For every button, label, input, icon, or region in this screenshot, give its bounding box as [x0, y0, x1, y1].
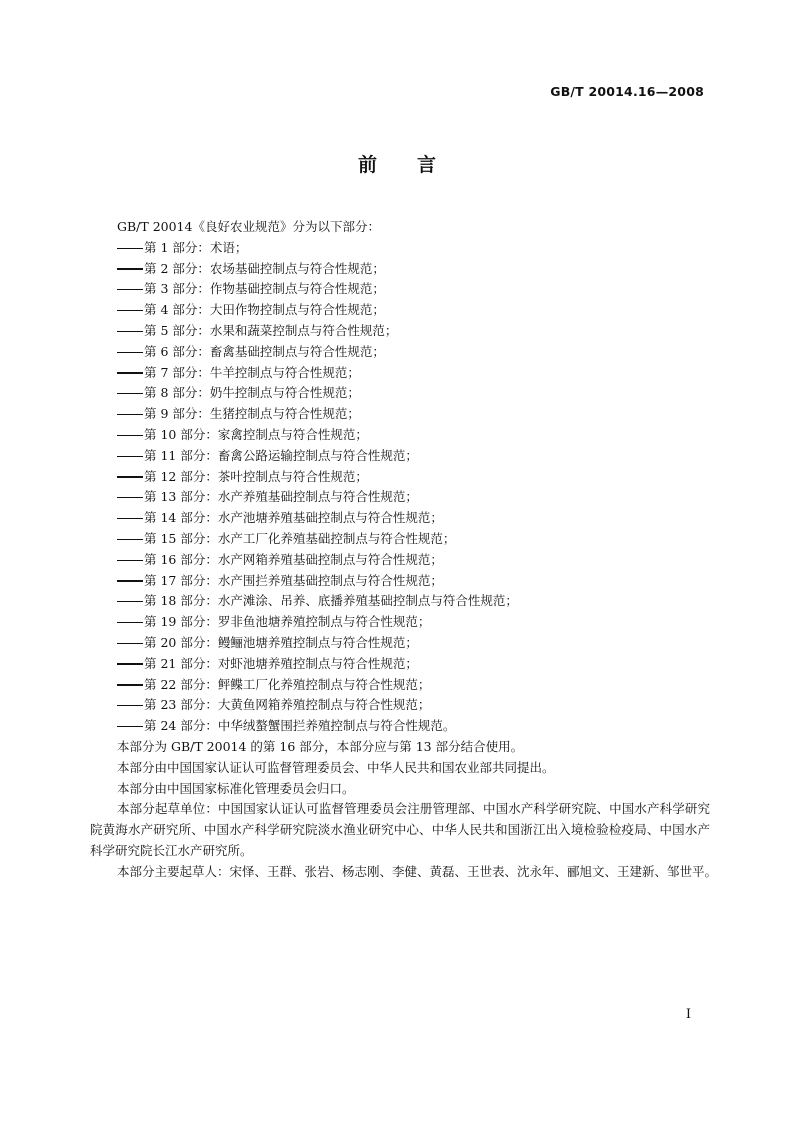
part-list-text: 第 24 部分：中华绒螯蟹围拦养殖控制点与符合性规范。: [144, 718, 456, 734]
page-number: I: [685, 1007, 691, 1022]
part-list-item: [90, 342, 710, 363]
page-title: 前言: [357, 154, 476, 176]
parts-list: [90, 238, 710, 737]
relation-paragraph: 本部分为 GB/T 20014 的第 16 部分，本部分应与第 13 部分结合使用。: [117, 738, 524, 754]
part-list-item: [90, 425, 710, 446]
part-list-text: 第 14 部分：水产池塘养殖基础控制点与符合性规范；: [144, 510, 443, 526]
part-list-item: [90, 716, 710, 737]
part-list-item: [90, 675, 710, 696]
part-list-text: 第 10 部分：家禽控制点与符合性规范；: [144, 426, 368, 442]
part-list-text: 第 1 部分：术语；: [144, 239, 248, 255]
part-list-item: [90, 279, 710, 300]
em-dash-marker: [117, 248, 143, 249]
em-dash-marker: [117, 268, 143, 269]
part-list-text: 第 8 部分：奶牛控制点与符合性规范；: [144, 385, 360, 401]
part-list-text: 第 16 部分：水产网箱养殖基础控制点与符合性规范；: [144, 551, 443, 567]
em-dash-marker: [117, 372, 143, 373]
part-list-text: 第 12 部分：茶叶控制点与符合性规范；: [144, 468, 368, 484]
part-list-item: [90, 529, 710, 550]
drafting-units-paragraph: 本部分起草单位：中国国家认证认可监督管理委员会注册管理部、中国水产科学研究院、中国水产科学研究院黄海水产研究所、中国水产科学研究院淡水渔业研究中心、中华人民共和国浙江出入境检验检疫局、中国水产科学研究院长江水产研究所。: [90, 801, 710, 858]
part-list-item: [90, 633, 710, 654]
part-list-text: 第 6 部分：畜禽基础控制点与符合性规范；: [144, 343, 385, 359]
em-dash-marker: [117, 705, 143, 706]
part-list-item: [90, 550, 710, 571]
intro-paragraph: GB/T 20014《良好农业规范》分为以下部分：: [117, 219, 380, 234]
em-dash-marker: [117, 580, 143, 581]
part-list-text: 第 18 部分：水产滩涂、吊养、底播养殖基础控制点与符合性规范；: [144, 593, 518, 609]
part-list-text: 第 15 部分：水产工厂化养殖基础控制点与符合性规范；: [144, 530, 456, 546]
part-list-text: 第 23 部分：大黄鱼网箱养殖控制点与符合性规范；: [144, 697, 431, 713]
centralized-paragraph: 本部分由中国国家标准化管理委员会归口。: [117, 780, 355, 796]
part-list-text: 第 21 部分：对虾池塘养殖控制点与符合性规范；: [144, 655, 418, 671]
part-list-text: 第 2 部分：农场基础控制点与符合性规范；: [144, 260, 385, 276]
part-list-text: 第 17 部分：水产围拦养殖基础控制点与符合性规范；: [144, 572, 443, 588]
part-list-item: [90, 238, 710, 259]
part-list-item: [90, 259, 710, 280]
part-list-text: 第 13 部分：水产养殖基础控制点与符合性规范；: [144, 489, 418, 505]
part-list-item: [90, 300, 710, 321]
part-list-text: 第 9 部分：生猪控制点与符合性规范；: [144, 406, 360, 422]
standard-code: GB/T 20014.16—2008: [550, 84, 704, 99]
part-list-text: 第 3 部分：作物基础控制点与符合性规范；: [144, 281, 385, 297]
part-list-item: [90, 508, 710, 529]
part-list-item: [90, 467, 710, 488]
part-list-text: 第 11 部分：畜禽公路运输控制点与符合性规范；: [144, 447, 418, 463]
drafters-paragraph: 本部分主要起草人：宋怿、王群、张岩、杨志刚、李健、黄磊、王世表、沈永年、郦旭文、王建新、邹世平。: [117, 863, 718, 879]
proposed-paragraph: 本部分由中国国家认证认可监督管理委员会、中华人民共和国农业部共同提出。: [117, 759, 555, 775]
part-list-item: [90, 363, 710, 384]
part-list-text: 第 7 部分：牛羊控制点与符合性规范；: [144, 364, 360, 380]
part-list-text: 第 20 部分：鳗鲡池塘养殖控制点与符合性规范；: [144, 634, 418, 650]
em-dash-marker: [117, 684, 143, 685]
part-list-item: [90, 446, 710, 467]
em-dash-marker: [117, 539, 143, 540]
part-list-text: 第 22 部分：鲆鲽工厂化养殖控制点与符合性规范；: [144, 676, 431, 692]
em-dash-marker: [117, 476, 143, 477]
part-list-item: [90, 571, 710, 592]
em-dash-marker: [117, 497, 143, 498]
em-dash-marker: [117, 601, 143, 602]
em-dash-marker: [117, 456, 143, 457]
part-list-item: [90, 487, 710, 508]
em-dash-marker: [117, 393, 143, 394]
part-list-text: 第 19 部分：罗非鱼池塘养殖控制点与符合性规范；: [144, 614, 431, 630]
em-dash-marker: [117, 289, 143, 290]
em-dash-marker: [117, 560, 143, 561]
part-list-item: [90, 404, 710, 425]
em-dash-marker: [117, 331, 143, 332]
part-list-text: 第 5 部分：水果和蔬菜控制点与符合性规范；: [144, 322, 398, 338]
part-list-item: [90, 695, 710, 716]
part-list-item: [90, 591, 710, 612]
part-list-text: 第 4 部分：大田作物控制点与符合性规范；: [144, 302, 385, 318]
part-list-item: [90, 321, 710, 342]
document-body: [90, 217, 718, 883]
em-dash-marker: [117, 414, 143, 415]
em-dash-marker: [117, 726, 143, 727]
em-dash-marker: [117, 663, 143, 664]
em-dash-marker: [117, 643, 143, 644]
part-list-item: [90, 383, 710, 404]
em-dash-marker: [117, 622, 143, 623]
em-dash-marker: [117, 310, 143, 311]
em-dash-marker: [117, 352, 143, 353]
part-list-item: [90, 654, 710, 675]
em-dash-marker: [117, 518, 143, 519]
part-list-item: [90, 612, 710, 633]
em-dash-marker: [117, 435, 143, 436]
